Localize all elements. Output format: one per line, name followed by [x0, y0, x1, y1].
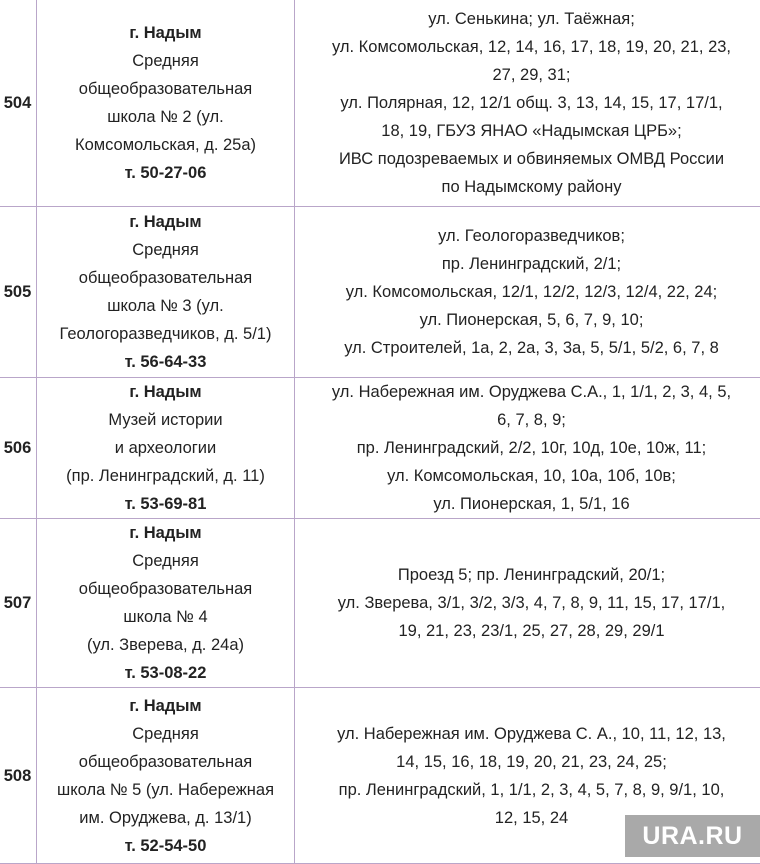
location-line: Средняя — [39, 547, 292, 575]
address-line: ул. Пионерская, 1, 5/1, 16 — [297, 490, 760, 518]
station-addresses — [295, 519, 760, 688]
location-line: общеобразовательная — [39, 75, 292, 103]
location-line: Средняя — [39, 47, 292, 75]
station-number: 508 — [0, 688, 37, 864]
address-line: ул. Комсомольская, 10, 10а, 10б, 10в; — [297, 462, 760, 490]
station-location — [37, 378, 295, 519]
address-line: ул. Набережная им. Оруджева С.А., 1, 1/1, 2, 3, 4, 5, — [297, 378, 760, 406]
address-line: ул. Сенькина; ул. Таёжная; — [297, 5, 760, 33]
location-line: (ул. Зверева, д. 24а) — [39, 631, 292, 659]
city-name: г. Надым — [39, 208, 292, 236]
location-line: им. Оруджева, д. 13/1) — [39, 804, 292, 832]
station-addresses — [295, 378, 760, 519]
address-line: ул. Комсомольская, 12/1, 12/2, 12/3, 12/4, 22, 24; — [297, 278, 760, 306]
location-line: школа № 3 (ул. — [39, 292, 292, 320]
station-location — [37, 0, 295, 207]
city-name: г. Надым — [39, 519, 292, 547]
address-line: ул. Пионерская, 5, 6, 7, 9, 10; — [297, 306, 760, 334]
address-line: 14, 15, 16, 18, 19, 20, 21, 23, 24, 25; — [297, 748, 760, 776]
location-line: школа № 2 (ул. — [39, 103, 292, 131]
address-line: 27, 29, 31; — [297, 61, 760, 89]
station-phone: т. 53-08-22 — [39, 659, 292, 687]
ura-ru-watermark: URA.RU — [625, 815, 760, 857]
station-location — [37, 207, 295, 378]
address-line: 19, 21, 23, 23/1, 25, 27, 28, 29, 29/1 — [297, 617, 760, 645]
location-line: общеобразовательная — [39, 575, 292, 603]
station-phone: т. 50-27-06 — [39, 159, 292, 187]
location-line: (пр. Ленинградский, д. 11) — [39, 462, 292, 490]
location-line: школа № 4 — [39, 603, 292, 631]
city-name: г. Надым — [39, 378, 292, 406]
station-number: 506 — [0, 378, 37, 519]
address-line: ул. Полярная, 12, 12/1 общ. 3, 13, 14, 15, 17, 17/1, — [297, 89, 760, 117]
address-line: ИВС подозреваемых и обвиняемых ОМВД России — [297, 145, 760, 173]
table-row — [0, 0, 760, 207]
table-row — [0, 378, 760, 519]
address-line: по Надымскому району — [297, 173, 760, 201]
station-phone: т. 56-64-33 — [39, 348, 292, 376]
address-line: ул. Комсомольская, 12, 14, 16, 17, 18, 19, 20, 21, 23, — [297, 33, 760, 61]
location-line: Средняя — [39, 720, 292, 748]
address-line: 6, 7, 8, 9; — [297, 406, 760, 434]
address-line: ул. Набережная им. Оруджева С. А., 10, 11, 12, 13, — [297, 720, 760, 748]
station-number: 505 — [0, 207, 37, 378]
address-line: ул. Зверева, 3/1, 3/2, 3/3, 4, 7, 8, 9, 11, 15, 17, 17/1, — [297, 589, 760, 617]
address-line: 12, 15, 24 — [297, 804, 760, 832]
location-line: Геологоразведчиков, д. 5/1) — [39, 320, 292, 348]
location-line: общеобразовательная — [39, 748, 292, 776]
location-line: Комсомольская, д. 25а) — [39, 131, 292, 159]
station-addresses — [295, 207, 760, 378]
station-number: 507 — [0, 519, 37, 688]
table-row — [0, 207, 760, 378]
station-location — [37, 688, 295, 864]
city-name: г. Надым — [39, 692, 292, 720]
address-line: пр. Ленинградский, 2/1; — [297, 250, 760, 278]
station-phone: т. 52-54-50 — [39, 832, 292, 860]
address-line: пр. Ленинградский, 2/2, 10г, 10д, 10е, 10ж, 11; — [297, 434, 760, 462]
city-name: г. Надым — [39, 19, 292, 47]
location-line: и археологии — [39, 434, 292, 462]
station-number: 504 — [0, 0, 37, 207]
address-line: ул. Геологоразведчиков; — [297, 222, 760, 250]
station-phone: т. 53-69-81 — [39, 490, 292, 518]
address-line: 18, 19, ГБУЗ ЯНАО «Надымская ЦРБ»; — [297, 117, 760, 145]
address-line: Проезд 5; пр. Ленинградский, 20/1; — [297, 561, 760, 589]
location-line: Средняя — [39, 236, 292, 264]
location-line: общеобразовательная — [39, 264, 292, 292]
station-addresses — [295, 0, 760, 207]
table-row — [0, 519, 760, 688]
address-line: ул. Строителей, 1а, 2, 2а, 3, 3а, 5, 5/1, 5/2, 6, 7, 8 — [297, 334, 760, 362]
location-line: Музей истории — [39, 406, 292, 434]
station-location — [37, 519, 295, 688]
address-line: пр. Ленинградский, 1, 1/1, 2, 3, 4, 5, 7, 8, 9, 9/1, 10, — [297, 776, 760, 804]
location-line: школа № 5 (ул. Набережная — [39, 776, 292, 804]
